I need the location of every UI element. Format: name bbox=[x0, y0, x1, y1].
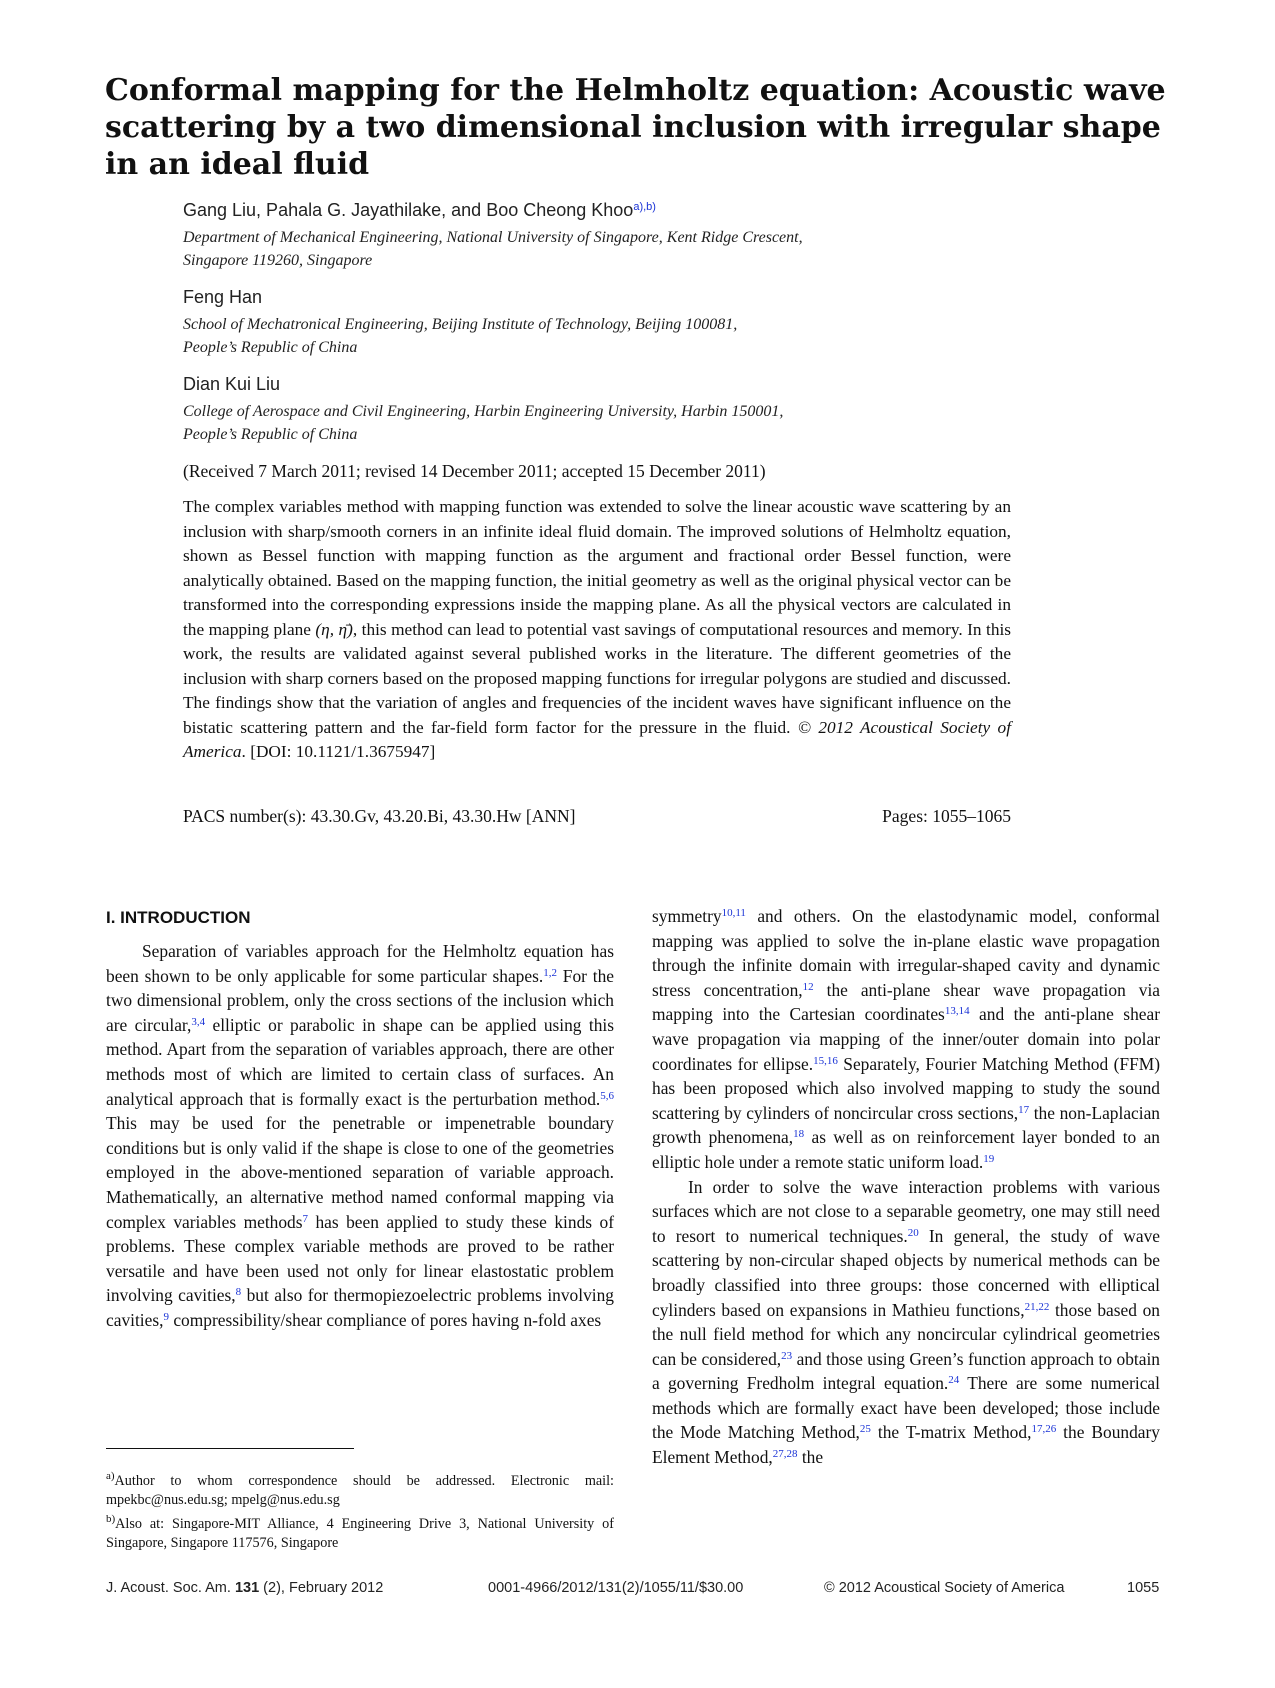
citation-ref[interactable]: 27,28 bbox=[772, 1448, 798, 1461]
citation-ref[interactable]: 20 bbox=[907, 1226, 919, 1239]
citation-ref[interactable]: 8 bbox=[235, 1286, 242, 1299]
body-text: as well as on reinforcement layer bonded to an elliptic hole under a remote static uniform load. bbox=[652, 1127, 1160, 1172]
body-text: compressibility/shear compliance of pores having n-fold axes bbox=[168, 1309, 602, 1330]
citation-ref[interactable]: 17 bbox=[1018, 1103, 1030, 1116]
affiliation-2 bbox=[183, 313, 943, 359]
affiliation-line: Department of Mechanical Engineering, National University of Singapore, Kent Ridge Crescent, bbox=[183, 229, 803, 246]
citation-ref[interactable]: 3,4 bbox=[191, 1015, 206, 1028]
citation-ref[interactable]: 24 bbox=[948, 1374, 960, 1387]
author-names: Dian Kui Liu bbox=[183, 374, 281, 394]
page-range: Pages: 1055–1065 bbox=[882, 806, 1011, 826]
citation-ref[interactable]: 9 bbox=[163, 1310, 169, 1323]
citation-ref[interactable]: 10,11 bbox=[721, 907, 746, 919]
body-text: In general, the study of wave scattering by non-circular shaped objects by numerical methods can be broadly classified into three groups: those concerned with elliptical cylinders based on expansions in Mathieu functions, bbox=[652, 1225, 1160, 1320]
footer-page-number: 1055 bbox=[1127, 1580, 1160, 1596]
body-text: the anti-plane shear wave propagation via mapping into the Cartesian coordinates bbox=[652, 979, 1160, 1025]
author-group-1 bbox=[183, 200, 656, 221]
body-text: Separation of variables approach for the Helmholtz equation has been shown to be only applicable for some particular shapes. bbox=[106, 941, 614, 986]
footnote-text: Author to whom correspondence should be addressed. Electronic mail: mpekbc@nus.edu.sg; mpelg@nus.edu.sg bbox=[106, 1473, 614, 1508]
affiliation-1 bbox=[183, 226, 943, 272]
body-text: In order to solve the wave interaction problems with various surfaces which are not close to a separable geometry, one may still need to resort to numerical techniques. bbox=[652, 1176, 1160, 1246]
body-text: and the anti-plane shear wave propagation via mapping of the inner/outer domain into polar coordinates for ellipse. bbox=[652, 1004, 1160, 1074]
abstract-text: , this method can lead to potential vast savings of computational resources and memory. In this work, the results are validated against several published works in the literature. The different geometries of the inclusion with sharp corners based on the proposed mapping functions for irregular polygons are studied and discussed. The findings show that the variation of angles and frequencies of the incident waves have significant influence on the bistatic scattering pattern and the far-field form factor for the pressure in the fluid. bbox=[183, 619, 1011, 737]
body-text: There are some numerical methods which are formally exact have been developed; those include the Mode Matching Method, bbox=[652, 1373, 1160, 1443]
paragraph bbox=[652, 904, 1160, 1175]
affiliation-line: People’s Republic of China bbox=[183, 426, 358, 443]
author-group-2 bbox=[183, 287, 262, 308]
body-text: elliptic or parabolic in shape can be applied using this method. Apart from the separation of variables approach, there are other methods most of which are limited to certain class of surfaces. An analytical approach that is formally exact is the perturbation method. bbox=[106, 1014, 614, 1109]
citation-ref[interactable]: 7 bbox=[302, 1212, 308, 1225]
footer-volume: 131 bbox=[234, 1580, 260, 1596]
abstract-text: The complex variables method with mapping function was extended to solve the linear acoustic wave scattering by an inclusion with sharp/smooth corners in an infinite ideal fluid domain. The improved solutions of Helmholtz equation, shown as Bessel function with mapping function as the argument and fractional order Bessel function, were analytically obtained. Based on the mapping function, the initial geometry as well as the original physical vector can be transformed into the corresponding expressions inside the mapping plane. As all the physical vectors are calculated in the mapping plane bbox=[183, 497, 1011, 639]
section-heading: I. INTRODUCTION bbox=[106, 908, 251, 927]
footer-journal bbox=[106, 1580, 383, 1596]
affiliation-line: College of Aerospace and Civil Engineering, Harbin Engineering University, Harbin 150001, bbox=[183, 403, 784, 420]
body-text: the bbox=[797, 1447, 824, 1468]
body-text: and those using Green’s function approach to obtain a governing Fredholm integral equation. bbox=[652, 1348, 1160, 1394]
body-text: symmetry bbox=[652, 906, 722, 926]
citation-ref[interactable]: 19 bbox=[983, 1152, 995, 1165]
footnote-divider bbox=[106, 1448, 354, 1449]
affiliation-line: Singapore 119260, Singapore bbox=[183, 252, 373, 269]
citation-ref[interactable]: 21,22 bbox=[1024, 1300, 1050, 1313]
citation-ref[interactable]: 17,26 bbox=[1031, 1423, 1057, 1436]
citation-ref[interactable]: 12 bbox=[802, 980, 814, 993]
body-text: and others. On the elastodynamic model, conformal mapping was applied to solve the in-plane elastic wave propagation through the infinite domain with irregular-shaped cavity and dynamic stress concentration, bbox=[652, 906, 1160, 1000]
body-text: Separately, Fourier Matching Method (FFM) has been proposed which also involved mapping to study the sound scattering by cylinders of noncircular cross sections, bbox=[652, 1053, 1160, 1123]
left-column bbox=[106, 939, 614, 1333]
body-text: For the two dimensional problem, only the cross sections of the inclusion which are circular, bbox=[106, 965, 614, 1035]
body-text: This may be used for the penetrable or impenetrable boundary conditions but is only valid if the shape is close to one of the geometries employed in the above-mentioned separation of variable approach. Mathematically, an alternative method named conformal mapping via complex variables methods bbox=[106, 1113, 614, 1232]
author-names: Gang Liu, Pahala G. Jayathilake, and Boo Cheong Khoo bbox=[183, 200, 634, 220]
affiliation-line: People’s Republic of China bbox=[183, 339, 358, 356]
citation-ref[interactable]: 13,14 bbox=[944, 1005, 970, 1018]
author-footnote-marks[interactable]: a),b) bbox=[633, 201, 656, 213]
citation-ref[interactable]: 1,2 bbox=[543, 966, 557, 979]
paragraph bbox=[106, 939, 614, 1333]
abstract-copyright: © 2012 Acoustical Society of America bbox=[183, 717, 1011, 761]
body-text: but also for thermopiezoelectric problems involving cavities, bbox=[106, 1285, 614, 1330]
citation-ref[interactable]: 5,6 bbox=[600, 1089, 614, 1102]
received-dates: (Received 7 March 2011; revised 14 December 2011; accepted 15 December 2011) bbox=[183, 461, 766, 481]
footnote-mark: b) bbox=[106, 1513, 116, 1525]
footer-copyright: © 2012 Acoustical Society of America bbox=[824, 1580, 1065, 1596]
footnote-mark: a) bbox=[106, 1470, 115, 1482]
abstract-doi[interactable]: . [DOI: 10.1121/1.3675947] bbox=[241, 742, 436, 761]
footer-journal-prefix: J. Acoust. Soc. Am. bbox=[106, 1580, 235, 1596]
citation-ref[interactable]: 18 bbox=[793, 1128, 805, 1141]
affiliation-3 bbox=[183, 400, 943, 446]
abstract-math: (η, η̄) bbox=[315, 619, 353, 639]
abstract bbox=[183, 495, 1011, 765]
footer-code: 0001-4966/2012/131(2)/1055/11/$30.00 bbox=[488, 1580, 744, 1596]
author-group-3 bbox=[183, 374, 280, 395]
citation-ref[interactable]: 25 bbox=[859, 1423, 871, 1436]
body-text: those based on the null field method for which any noncircular cylindrical geometries can be considered, bbox=[652, 1299, 1160, 1369]
citation-ref[interactable]: 15,16 bbox=[813, 1054, 838, 1067]
footer-journal-suffix: (2), February 2012 bbox=[259, 1580, 384, 1596]
body-text: has been applied to study these kinds of problems. These complex variable methods are proved to be rather versatile and have been used not only for linear elastostatic problem involving cavities, bbox=[106, 1211, 614, 1306]
body-text: the Boundary Element Method, bbox=[652, 1422, 1160, 1468]
author-names: Feng Han bbox=[183, 287, 263, 307]
affiliation-line: School of Mechatronical Engineering, Beijing Institute of Technology, Beijing 100081, bbox=[183, 316, 738, 333]
footnote bbox=[106, 1515, 614, 1553]
body-text: the non-Laplacian growth phenomena, bbox=[652, 1102, 1160, 1148]
citation-ref[interactable]: 23 bbox=[781, 1349, 793, 1362]
paragraph bbox=[652, 1175, 1160, 1470]
body-text: the T-matrix Method, bbox=[870, 1422, 1032, 1443]
pacs-numbers: PACS number(s): 43.30.Gv, 43.20.Bi, 43.30.Hw [ANN] bbox=[183, 806, 576, 826]
footnote bbox=[106, 1472, 614, 1510]
footnote-text: Also at: Singapore-MIT Alliance, 4 Engineering Drive 3, National University of Singapore, Singapore 117576, Singapore bbox=[106, 1516, 614, 1551]
paper-title: Conformal mapping for the Helmholtz equation: Acoustic wave scattering by a two dimensional inclusion with irregular shape in an ideal fluid bbox=[105, 73, 1166, 182]
right-column bbox=[652, 904, 1160, 1470]
